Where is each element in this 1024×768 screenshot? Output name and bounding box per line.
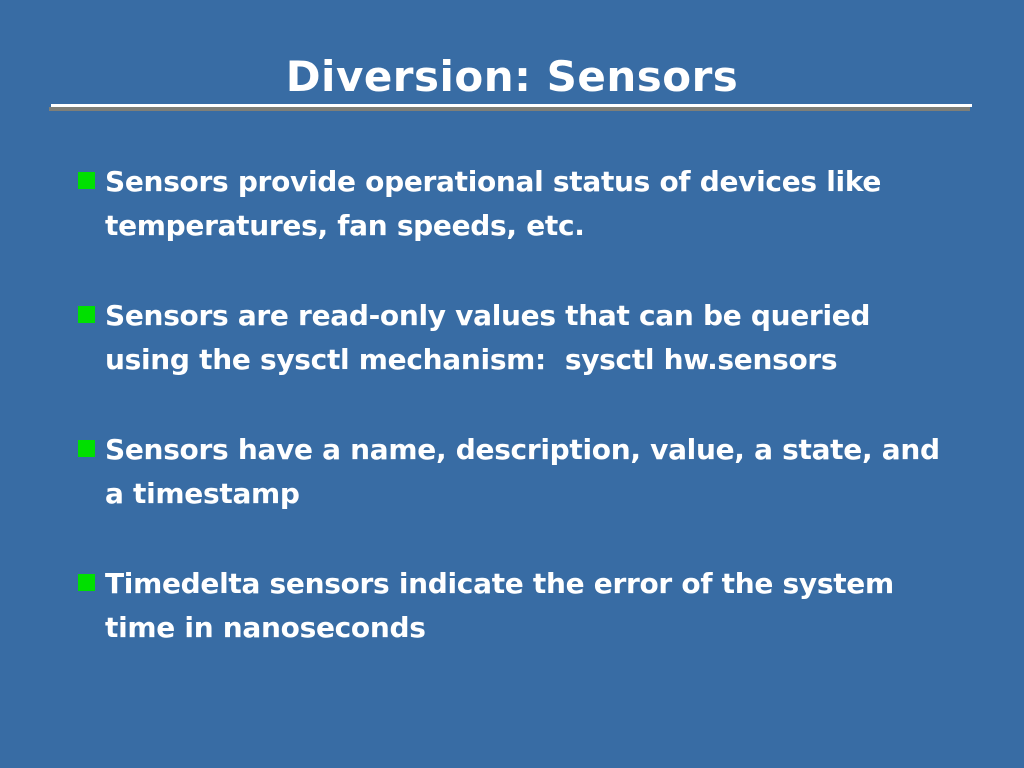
bullet-square-icon — [78, 172, 95, 189]
bullet-line: Sensors are read-only values that can be queried — [105, 299, 871, 332]
title-underline-highlight — [51, 104, 972, 107]
bullet-line: Sensors have a name, description, value, a state, and — [105, 433, 940, 466]
bullet-text — [105, 562, 894, 650]
bullet-square-icon — [78, 574, 95, 591]
title-underline-shadow — [49, 107, 970, 111]
bullet-list — [78, 160, 984, 696]
bullet-line: Timedelta sensors indicate the error of the system — [105, 567, 894, 600]
bullet-square-icon — [78, 440, 95, 457]
bullet-text — [105, 160, 881, 248]
bullet-text — [105, 294, 870, 382]
slide-title: Diversion: Sensors — [285, 52, 739, 101]
bullet-square-icon — [78, 306, 95, 323]
bullet-line: temperatures, fan speeds, etc. — [105, 209, 585, 242]
bullet-line: a timestamp — [105, 477, 300, 510]
bullet-line: using the sysctl mechanism: sysctl hw.sensors — [105, 343, 838, 376]
bullet-item — [78, 160, 984, 248]
bullet-item — [78, 294, 984, 382]
bullet-line: time in nanoseconds — [105, 611, 426, 644]
bullet-line: Sensors provide operational status of devices like — [105, 165, 882, 198]
bullet-text — [105, 428, 940, 516]
bullet-item — [78, 428, 984, 516]
title-underline — [49, 104, 972, 112]
bullet-item — [78, 562, 984, 650]
